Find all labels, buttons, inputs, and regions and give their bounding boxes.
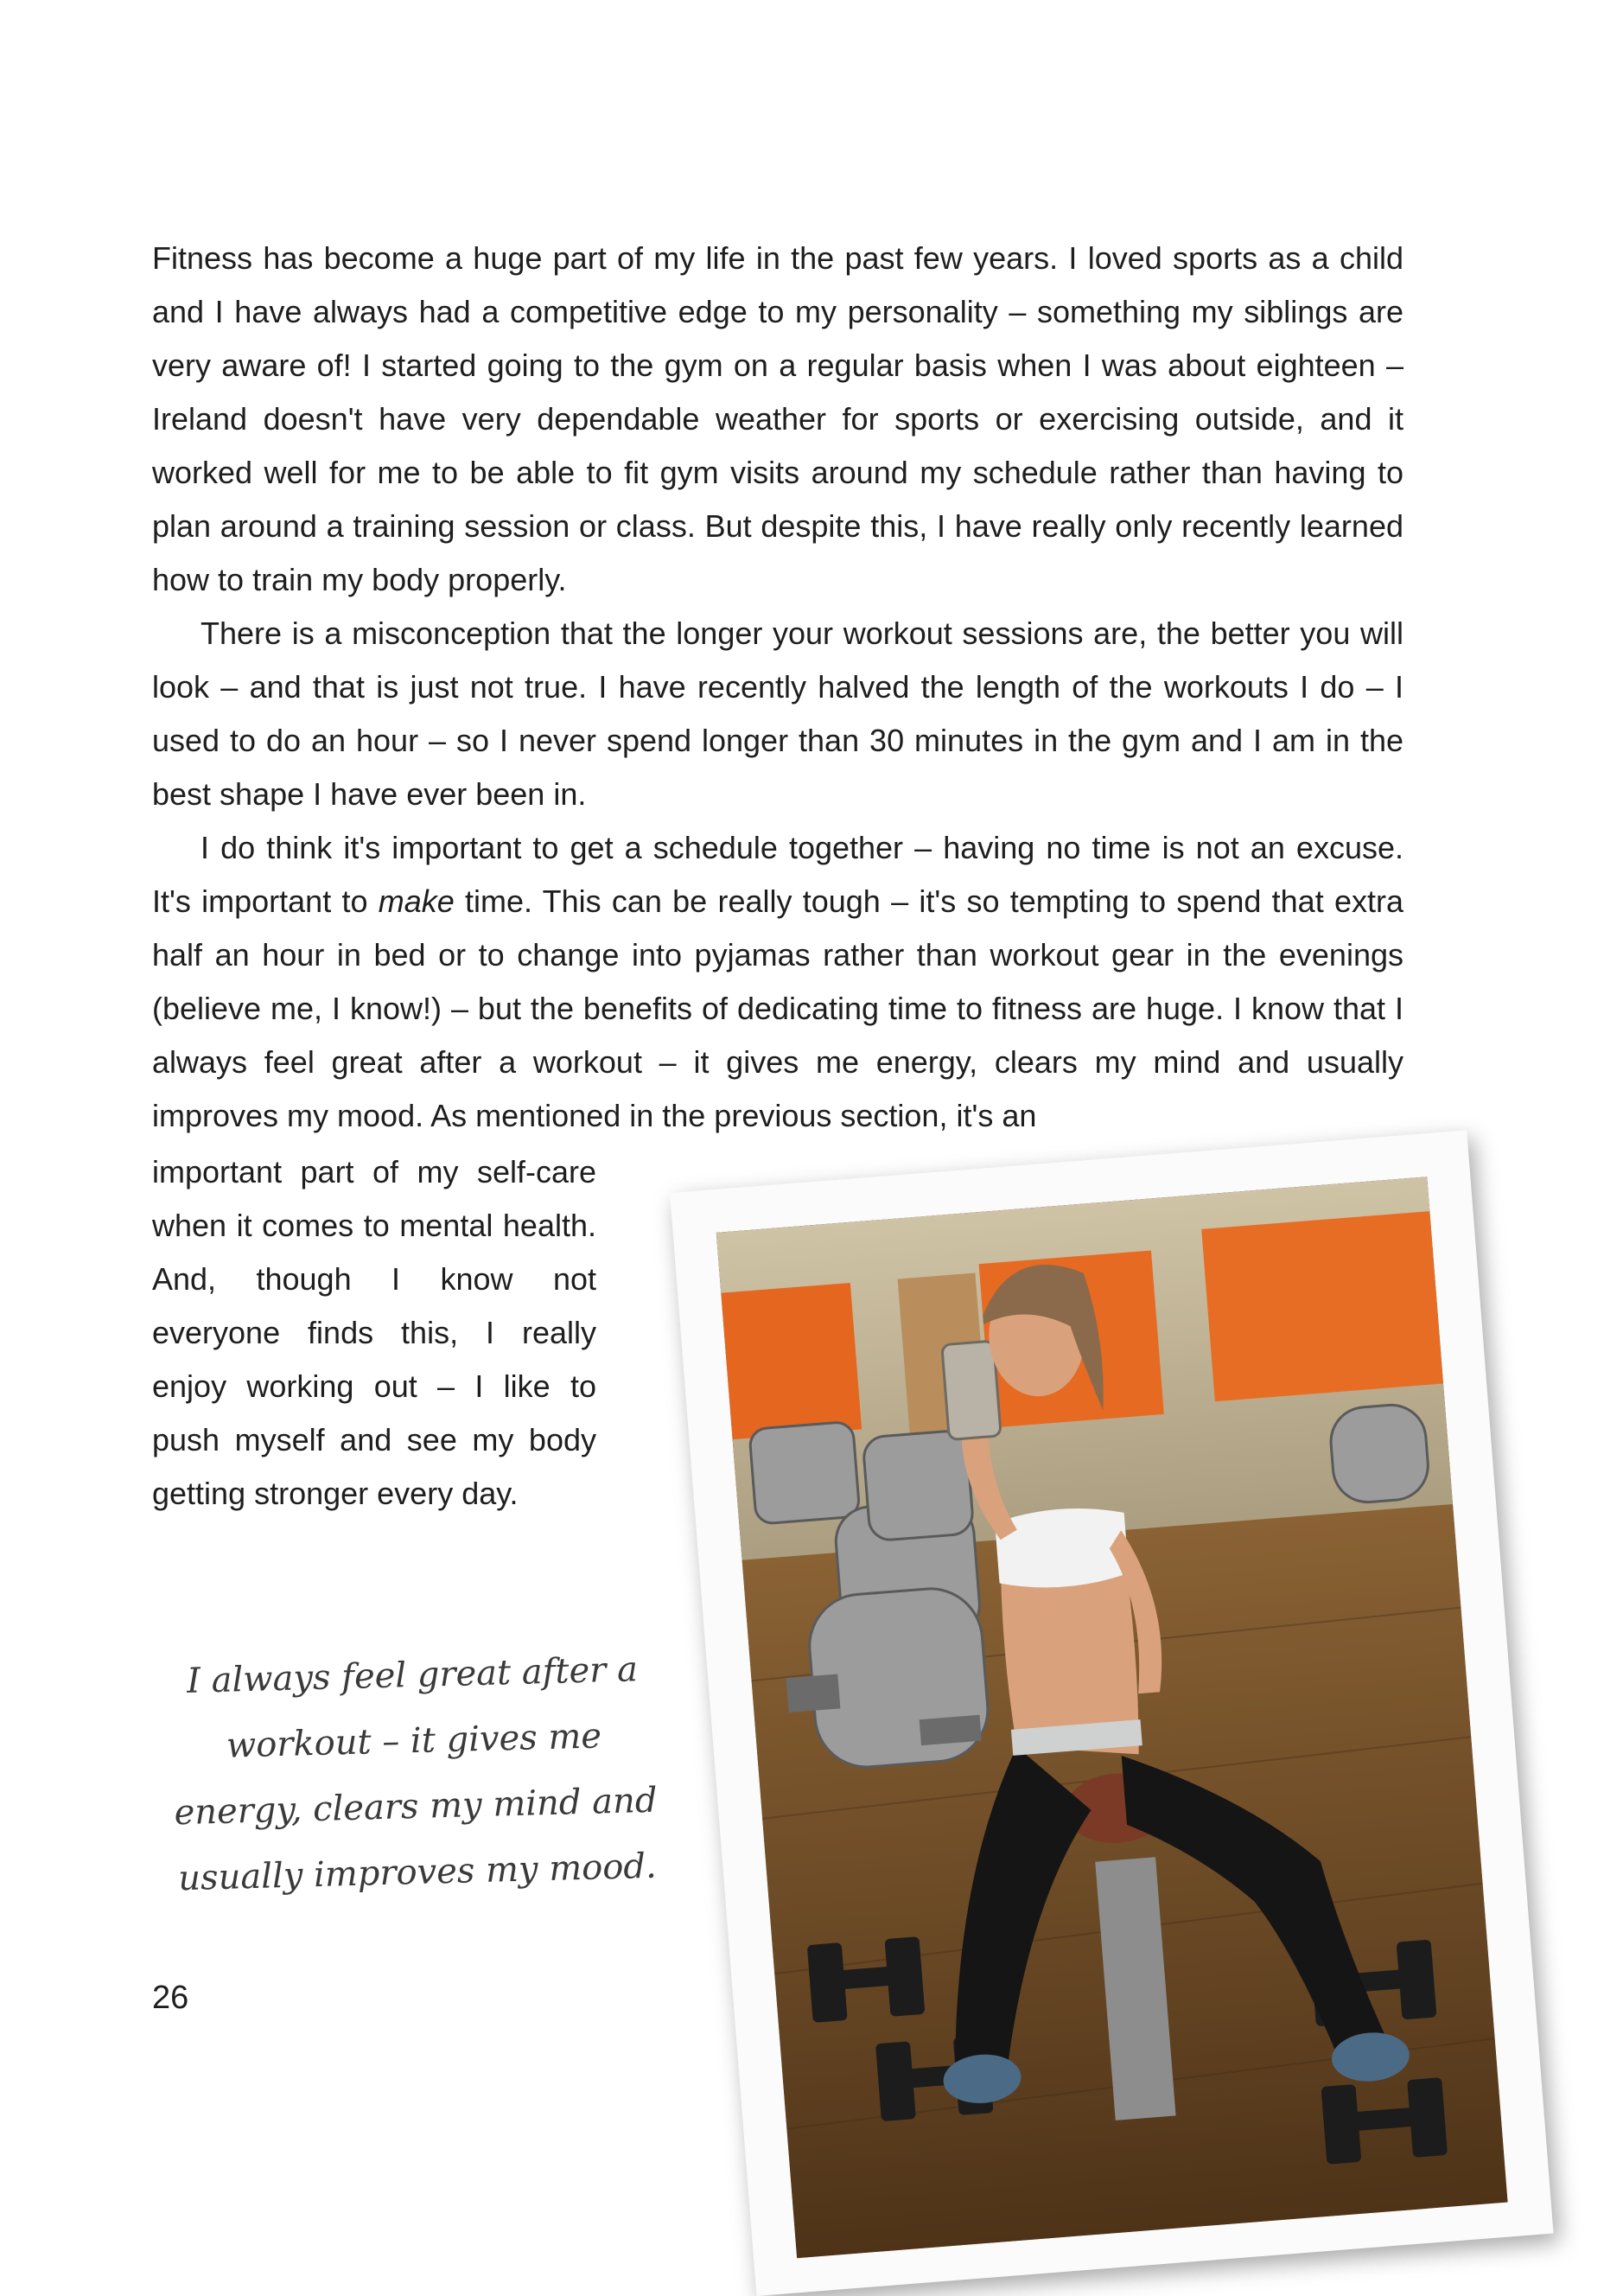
polaroid-frame (670, 1130, 1554, 2296)
pull-quote: I always feel great after a workout – it gives me energy, clears my mind and usually improves my mood. (174, 1649, 658, 1899)
gym-selfie-photo (716, 1177, 1508, 2258)
photo-illustration (716, 1177, 1508, 2258)
article-body (152, 232, 1403, 1143)
paragraph-3-start: I do think it's important to get a schedule together – having no time is not an excuse. It's important to (152, 830, 1403, 919)
paragraph-2: There is a misconception that the longer your workout sessions are, the better you will look – and that is just not true. I have recently halved the length of the workouts I do – I used to do an hour – so I never spend longer than 30 minutes in the gym and I am in the best shape I have ever been in. (152, 615, 1403, 812)
orange-panel (1201, 1211, 1443, 1401)
page-number: 26 (152, 1980, 189, 2016)
orange-panel (721, 1283, 862, 1439)
paragraph-1: Fitness has become a huge part of my life in the past few years. I loved sports as a child and I have always had a competitive edge to my personality – something my siblings are very aware of! I started going to the gym on a regular basis when I was about eighteen – Ireland doesn't have very dependable weather for sports or exercising outside, and it worked well for me to be able to fit gym visits around my schedule rather than having to plan around a training session or class. But despite this, I have really only recently learned how to train my body properly. (152, 240, 1403, 597)
paragraph-3-emphasis: make (378, 883, 455, 919)
paragraph-3-end: time. This can be really tough – it's so tempting to spend that extra half an hour in bed or to change into pyjamas rather than workout gear in the evenings (believe me, I know!) – but the benefits of dedicating time to fitness are huge. I know that I always feel great after a workout – it gives me energy, clears my mind and usually improves my mood. As mentioned in the previous section, it's an (152, 883, 1403, 1133)
paragraph-3-wrap: important part of my self-care when it comes to mental health. And, though I know not everyone finds this, I really enjoy working out – I like to push myself and see my body getting stronger every day. (152, 1154, 596, 1511)
paragraph-3 (152, 821, 1403, 1143)
